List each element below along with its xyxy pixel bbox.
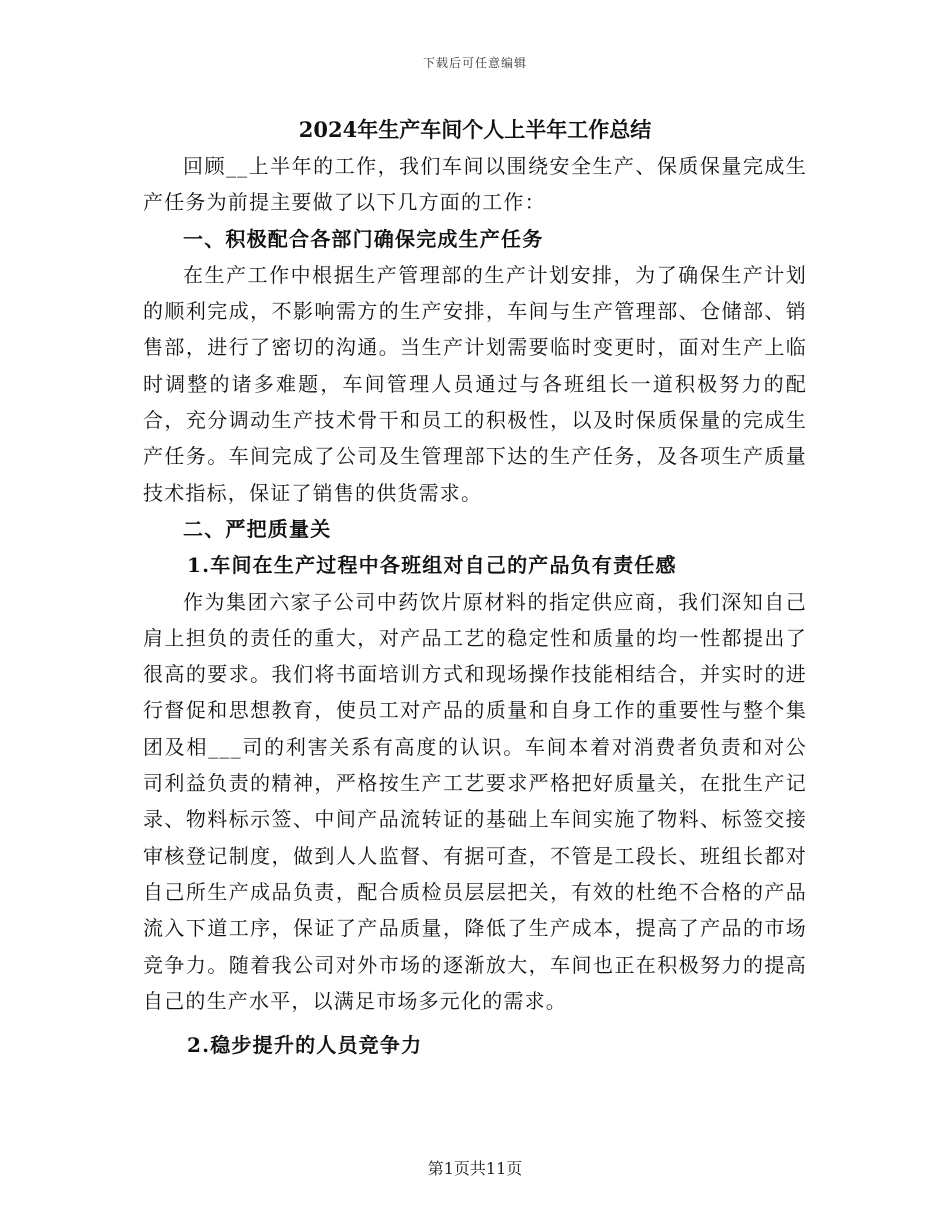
subsection-1-heading: 1.车间在生产过程中各班组对自己的产品负有责任感 <box>187 553 677 578</box>
section-2-heading: 二、严把质量关 <box>183 516 332 541</box>
section-1-heading: 一、积极配合各部门确保完成生产任务 <box>183 226 544 251</box>
page-header: 下载后可任意编辑 <box>422 56 527 70</box>
subsection-2-heading: 2.稳步提升的人员竞争力 <box>187 1033 423 1058</box>
intro-paragraph: 回顾__上半年的工作，我们车间以围绕安全生产、保质保量完成生产任务为前提主要做了以下几方面的工作： <box>143 154 807 215</box>
section-1-paragraph: 在生产工作中根据生产管理部的生产计划安排，为了确保生产计划的顺利完成，不影响需方的生产安排，车间与生产管理部、仓储部、销售部，进行了密切的沟通。当生产计划需要临时变更时，面对生产上临时调整的诸多难题，车间管理人员通过与各班组长一道积极努力的配合，充分调动生产技术骨干和员工的积极性，以及时保质保量的完成生产任务。车间完成了公司及生管理部下达的生产任务，及各项生产质量技术指标，保证了销售的供货需求。 <box>143 262 807 505</box>
document-body <box>143 112 807 1063</box>
subsection-1-paragraph: 作为集团六家子公司中药饮片原材料的指定供应商，我们深知自己肩上担负的责任的重大，对产品工艺的稳定性和质量的均一性都提出了很高的要求。我们将书面培训方式和现场操作技能相结合，并实时的进行督促和思想教育，使员工对产品的质量和自身工作的重要性与整个集团及相___司的利害关系有高度的认识。车间本着对消费者负责和对公司利益负责的精神，严格按生产工艺要求严格把好质量关，在批生产记录、物料标示签、中间产品流转证的基础上车间实施了物料、标签交接审核登记制度，做到人人监督、有据可查，不管是工段长、班组长都对自己所生产成品负责，配合质检员层层把关，有效的杜绝不合格的产品流入下道工序，保证了产品质量，降低了生产成本，提高了产品的市场竞争力。随着我公司对外市场的逐渐放大，车间也正在积极努力的提高自己的生产水平，以满足市场多元化的需求。 <box>143 589 807 1013</box>
page-footer: 第1页共11页 <box>427 1159 523 1178</box>
document-title: 2024年生产车间个人上半年工作总结 <box>298 117 652 142</box>
